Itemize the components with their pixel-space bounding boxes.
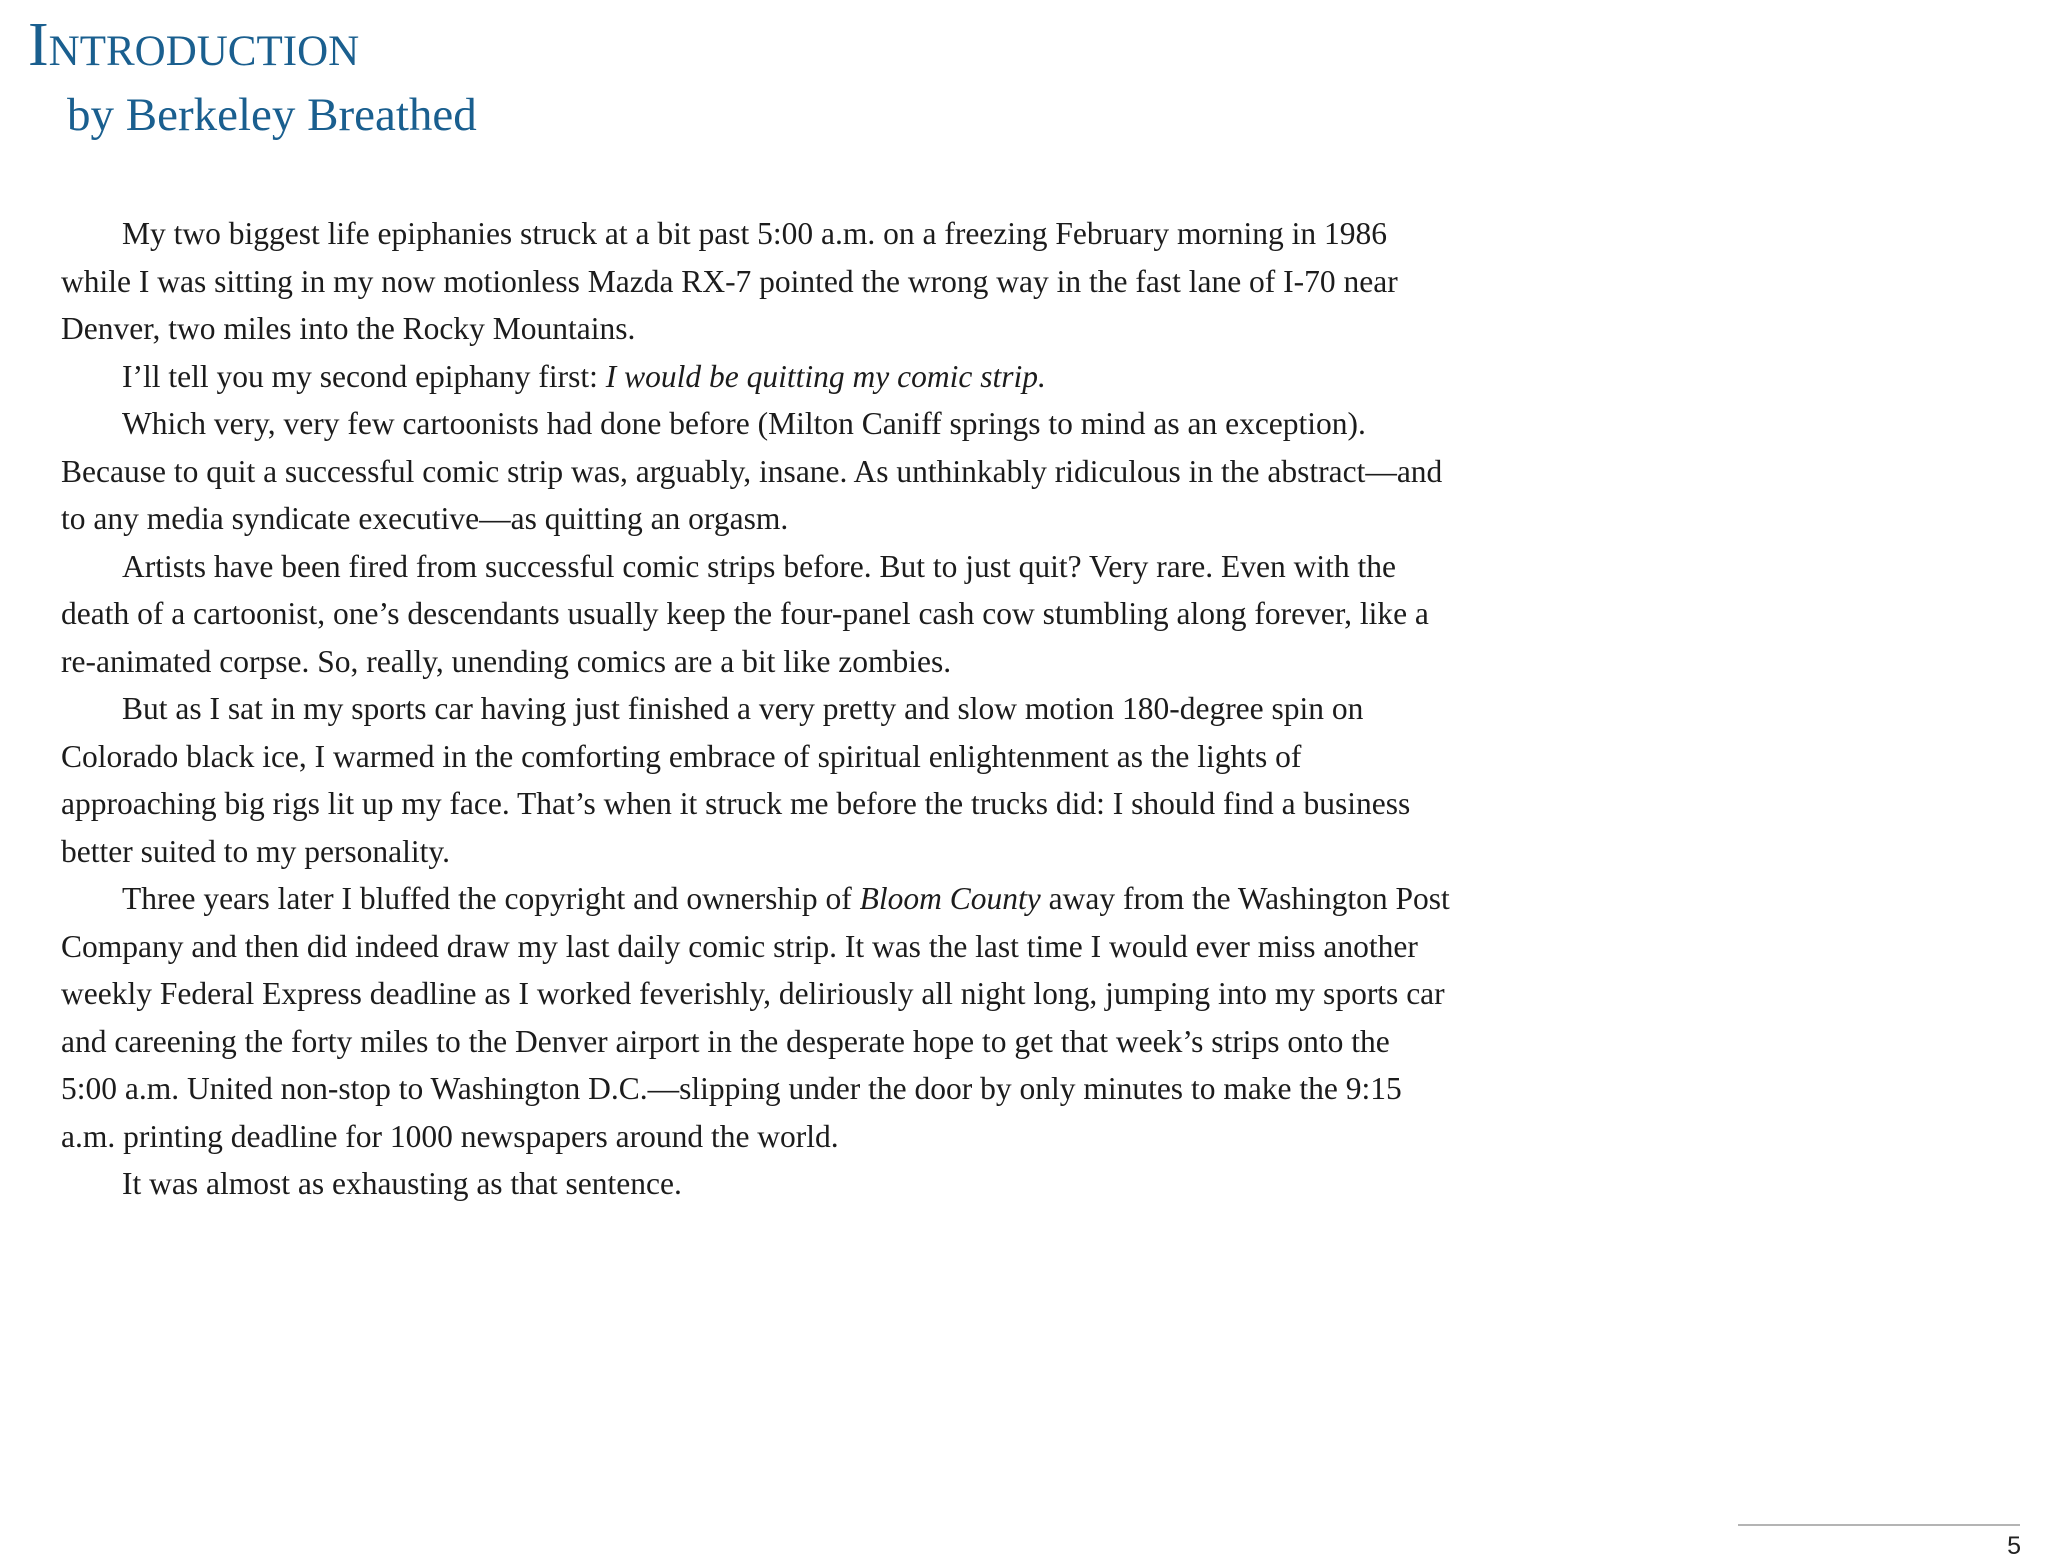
- text-segment: My two biggest life epiphanies struck at a bit past 5:00 a.m. on a freezing February morning in 1986: [122, 216, 1387, 251]
- text-segment: Artists have been fired from successful comic strips before. But to just quit? Very rare. Even with the: [122, 548, 1396, 584]
- paragraph: [61, 353, 1541, 401]
- italic-text: Bloom County: [859, 881, 1041, 916]
- text-segment: re-animated corpse. So, really, unending comics are a bit like zombies.: [61, 643, 952, 679]
- italic-text: I would be quitting my comic strip.: [605, 358, 1046, 394]
- page-number: 5: [2007, 1532, 2021, 1560]
- text-line: [61, 495, 1541, 543]
- text-line: [61, 733, 1541, 781]
- paragraph: [61, 875, 1541, 1160]
- paragraph: [61, 210, 1541, 353]
- footer-divider: [1738, 1524, 2020, 1526]
- text-line: [61, 305, 1541, 353]
- text-line: [61, 400, 1541, 448]
- text-line: [61, 353, 1541, 401]
- text-segment: Denver, two miles into the Rocky Mountains.: [61, 311, 636, 346]
- text-segment: a.m. printing deadline for 1000 newspapers around the world.: [61, 1118, 839, 1154]
- text-segment: better suited to my personality.: [61, 833, 450, 869]
- paragraph: [61, 1160, 1541, 1208]
- paragraph: [61, 543, 1541, 686]
- text-line: [61, 638, 1541, 686]
- text-segment: I’ll tell you my second epiphany first:: [122, 358, 606, 394]
- text-line: [61, 1113, 1541, 1161]
- text-segment: away from the Washington Post: [1040, 881, 1450, 916]
- text-segment: Because to quit a successful comic strip was, arguably, insane. As unthinkably ridiculous in the abstract—and: [61, 453, 1443, 489]
- text-line: [61, 210, 1541, 258]
- text-segment: while I was sitting in my now motionless Mazda RX-7 pointed the wrong way in the fast lane of I-70 near: [61, 263, 1398, 299]
- text-segment: Company and then did indeed draw my last daily comic strip. It was the last time I would ever miss another: [61, 928, 1418, 964]
- text-segment: Colorado black ice, I warmed in the comforting embrace of spiritual enlightenment as the lights of: [61, 738, 1302, 774]
- text-segment: Three years later I bluffed the copyright and ownership of: [122, 881, 860, 916]
- text-segment: It was almost as exhausting as that sentence.: [122, 1166, 682, 1201]
- author-byline: by Berkeley Breathed: [67, 89, 477, 141]
- text-line: [61, 1018, 1541, 1066]
- text-segment: Which very, very few cartoonists had done before (Milton Caniff springs to mind as an exception).: [122, 406, 1366, 441]
- text-segment: weekly Federal Express deadline as I worked feverishly, deliriously all night long, jumping into my sports car: [61, 976, 1445, 1011]
- text-segment: 5:00 a.m. United non-stop to Washington D.C.—slipping under the door by only minutes to make the 9:15: [61, 1071, 1402, 1106]
- text-line: [61, 923, 1541, 971]
- text-segment: But as I sat in my sports car having just finished a very pretty and slow motion 180-degree spin on: [122, 691, 1364, 726]
- text-segment: to any media syndicate executive—as quitting an orgasm.: [61, 501, 789, 536]
- paragraph: [61, 400, 1541, 543]
- text-line: [61, 780, 1541, 828]
- text-line: [61, 970, 1541, 1018]
- text-segment: death of a cartoonist, one’s descendants usually keep the four-panel cash cow stumbling along forever, like a: [61, 596, 1429, 631]
- text-line: [61, 448, 1541, 496]
- text-line: [61, 590, 1541, 638]
- text-line: [61, 685, 1541, 733]
- text-line: [61, 1065, 1541, 1113]
- text-segment: and careening the forty miles to the Denver airport in the desperate hope to get that week’s strips onto the: [61, 1023, 1390, 1059]
- article-body: [61, 210, 1541, 1208]
- text-line: [61, 828, 1541, 876]
- page-title: Introduction: [28, 11, 360, 79]
- text-line: [61, 258, 1541, 306]
- text-line: [61, 875, 1541, 923]
- text-segment: approaching big rigs lit up my face. That’s when it struck me before the trucks did: I should find a business: [61, 786, 1411, 821]
- text-line: [61, 1160, 1541, 1208]
- text-line: [61, 543, 1541, 591]
- paragraph: [61, 685, 1541, 875]
